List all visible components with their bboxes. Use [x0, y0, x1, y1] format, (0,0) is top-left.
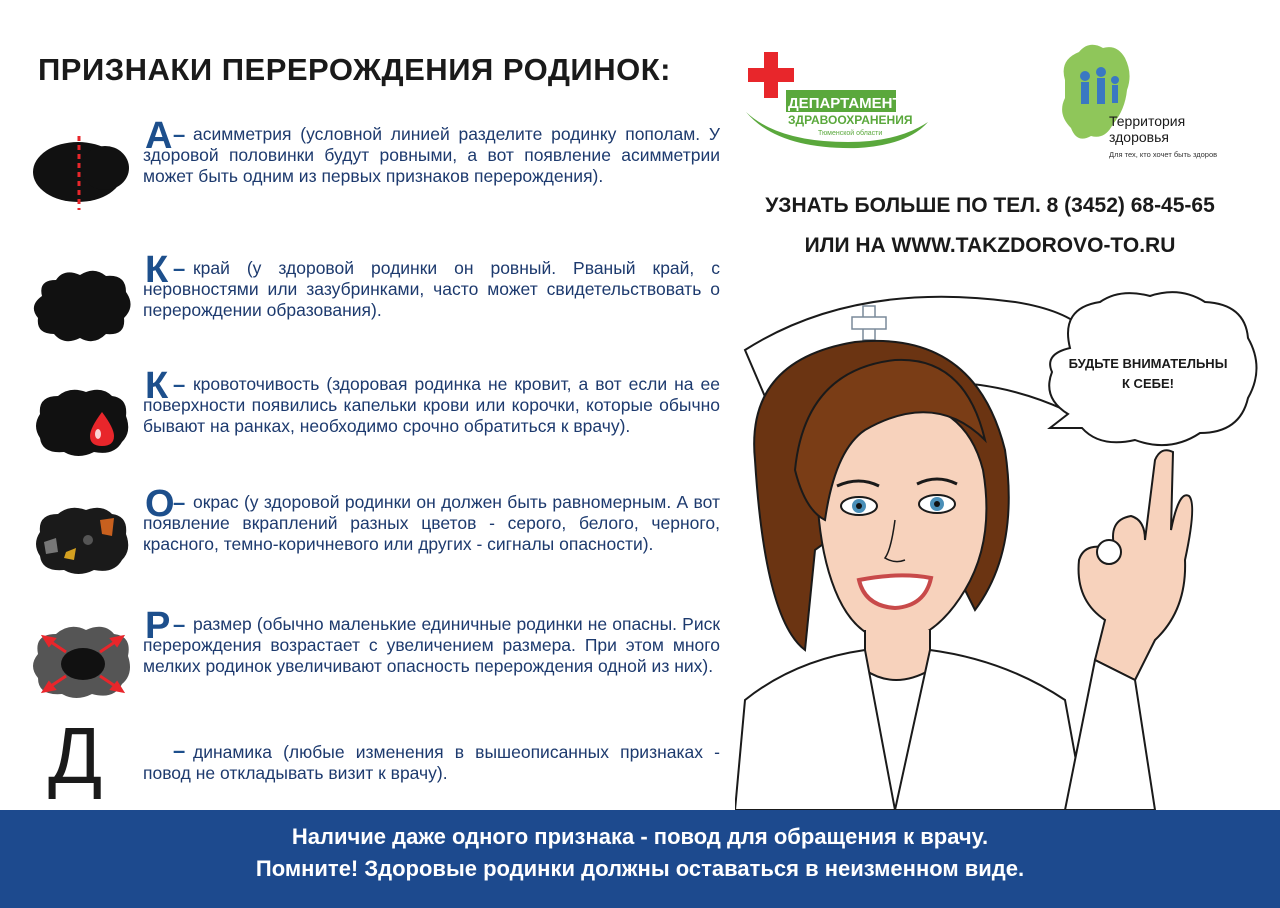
contact-phone: УЗНАТЬ БОЛЬШЕ ПО ТЕЛ. 8 (3452) 68-45-65 — [765, 194, 1215, 217]
department-health-logo — [738, 50, 933, 150]
sign-bleeding — [30, 365, 730, 484]
speech-bubble-line2: К СЕБЕ! — [1122, 376, 1174, 391]
mole-bleeding-icon — [30, 382, 135, 462]
page-title: ПРИЗНАКИ ПЕРЕРОЖДЕНИЯ РОДИНОК: — [38, 52, 671, 87]
sign-dash: – — [173, 738, 186, 763]
department-logo-line2: ЗДРАВООХРАНЕНИЯ — [788, 113, 913, 127]
speech-bubble-line1: БУДЬТЕ ВНИМАТЕЛЬНЫ — [1068, 356, 1228, 371]
department-logo-line1: ДЕПАРТАМЕНТ — [788, 95, 902, 112]
sign-dash: – — [173, 122, 186, 147]
sign-dash: – — [173, 612, 186, 637]
territory-logo-line2: здоровья — [1109, 129, 1169, 145]
sign-text: размер (обычно маленькие единичные родинки не опасны. Риск перерождения возрастает с увеличением размера. При этом много мелких родинок увеличивают опасность перерождения одной из них). — [143, 614, 720, 676]
contact-site: ИЛИ НА WWW.TAKZDOROVO-TO.RU — [804, 234, 1176, 257]
sign-letter: О — [145, 483, 175, 525]
speech-bubble-text — [1048, 354, 1248, 394]
sign-size — [30, 605, 730, 724]
sign-letter-d: Д — [48, 711, 103, 800]
territory-logo-line1: Территория — [1109, 113, 1186, 129]
sign-letter: А — [145, 115, 173, 157]
sign-dash: – — [173, 372, 186, 397]
mole-color-icon — [30, 500, 135, 580]
banner-line2: Помните! Здоровые родинки должны оставаться в неизменном виде. — [255, 856, 1025, 881]
sign-text: асимметрия (условной линией разделите родинку пополам. У здоровой половинки будут ровными, а вот появление асимметрии может быть одним из первых признаков перерождения). — [143, 124, 720, 186]
department-logo-line3: Тюменской области — [818, 130, 883, 137]
sign-dash: – — [173, 256, 186, 281]
sign-letter: К — [145, 249, 169, 291]
territory-health-logo — [1055, 40, 1245, 165]
sign-letter: К — [145, 365, 169, 407]
sign-text: край (у здоровой родинки он ровный. Рваный край, с неровностями или зазубринками, часто может свидетельствовать о перерождении образования). — [143, 258, 720, 320]
mole-ragged-edge-icon — [30, 266, 135, 346]
mole-asymmetry-icon — [30, 132, 135, 212]
sign-text: кровоточивость (здоровая родинка не кровит, а вот если на ее поверхности появились капельки крови или корочки, которые обычно бывают на ранках, необходимо срочно обратиться к врачу). — [143, 374, 720, 436]
sign-text: окрас (у здоровой родинки он должен быть равномерным. А вот появление вкраплений разных цветов - серого, белого, черного, красного, темно-коричневого или других - сигналы опасности). — [143, 492, 720, 554]
sign-edge — [30, 249, 730, 368]
banner-line1: Наличие даже одного признака - повод для обращения к врачу. — [291, 824, 989, 849]
sign-dash: – — [173, 490, 186, 515]
bottom-banner — [0, 810, 1280, 908]
sign-color — [30, 483, 730, 602]
sign-asymmetry — [30, 115, 730, 234]
mole-size-icon — [30, 622, 135, 702]
sign-letter: Р — [145, 605, 171, 647]
territory-logo-tagline: Для тех, кто хочет быть здоров — [1109, 150, 1218, 159]
sign-text: динамика (любые изменения в вышеописанных признаках - повод не откладывать визит к врачу). — [143, 742, 720, 783]
